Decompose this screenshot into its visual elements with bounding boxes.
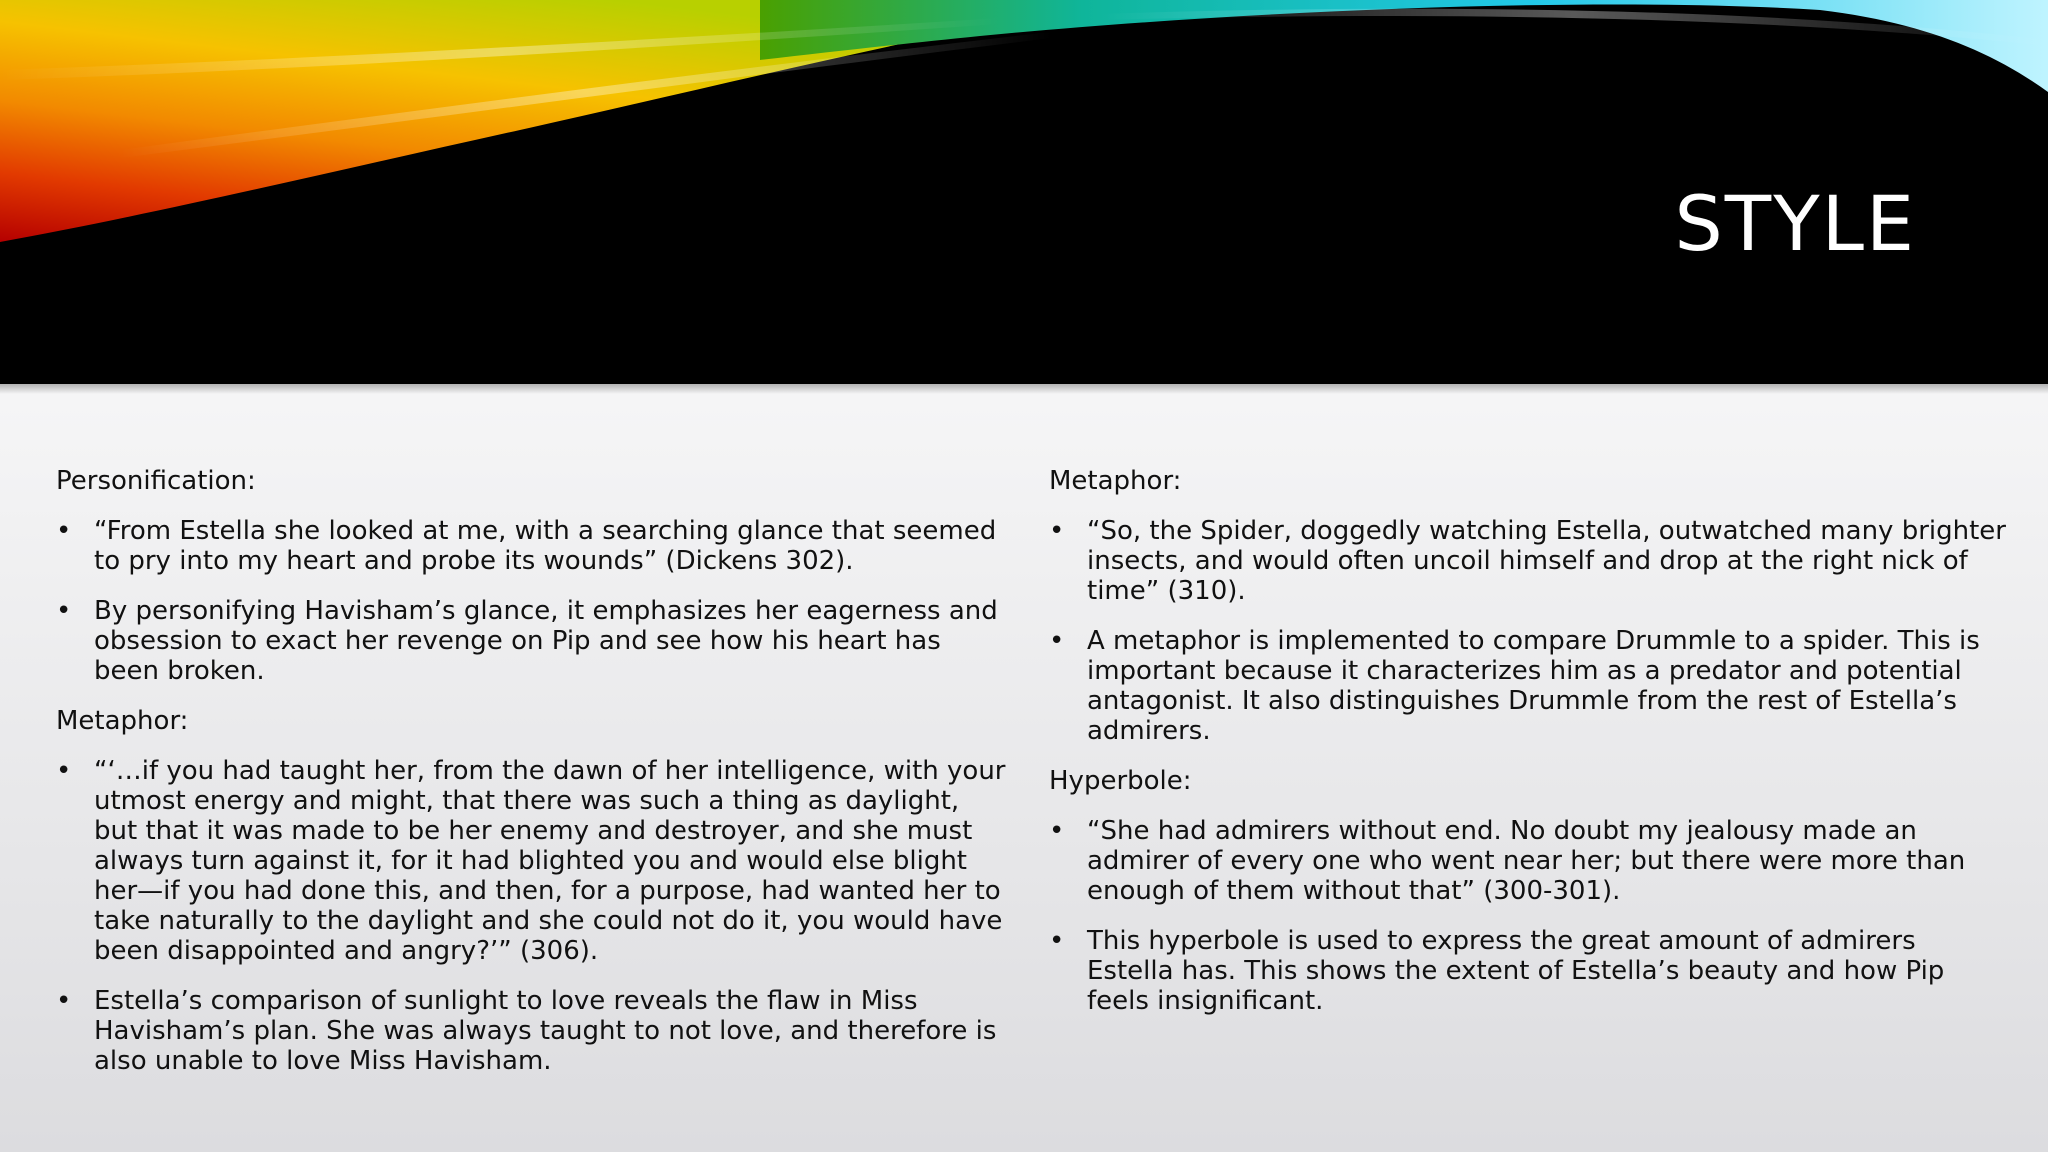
bullet-marker: • — [56, 986, 72, 1016]
bullet-marker: • — [1049, 926, 1065, 956]
bullet-text: “‘…if you had taught her, from the dawn of her intelligence, with your utmost energy and might, that there was such a thing as daylight, but that it was made to be her enemy and destroyer, and she must always turn against it, for it had blighted you and would else blight her—if you had done this, and then, for a purpose, had wanted her to take naturally to the daylight and she could not do it, you would have been disappointed and angry?’” (306). — [94, 756, 1006, 966]
bullet-marker: • — [1049, 816, 1065, 846]
bullet-marker: • — [1049, 516, 1065, 546]
list-item — [56, 516, 1006, 576]
banner-shadow — [0, 384, 2048, 394]
bullet-marker: • — [1049, 626, 1065, 656]
section-heading: Metaphor: — [56, 706, 189, 736]
list-item — [56, 596, 1006, 686]
list-item — [1049, 516, 2009, 606]
list-item — [56, 986, 1006, 1076]
list-item — [1049, 816, 2009, 906]
section-heading: Metaphor: — [1049, 466, 1182, 496]
right-column — [1049, 466, 2009, 1036]
bullet-marker: • — [56, 756, 72, 786]
bullet-text: “She had admirers without end. No doubt my jealousy made an admirer of every one who went near her; but there were more than enough of them without that” (300-301). — [1087, 816, 1966, 906]
section-heading: Personification: — [56, 466, 256, 496]
bullet-marker: • — [56, 596, 72, 626]
bullet-list — [56, 516, 1006, 686]
list-item — [1049, 626, 2009, 746]
bullet-marker: • — [56, 516, 72, 546]
list-item — [56, 756, 1006, 966]
slide-title: STYLE — [1674, 179, 1916, 268]
bullet-text: “From Estella she looked at me, with a searching glance that seemed to pry into my heart and probe its wounds” (Dickens 302). — [94, 516, 997, 576]
bullet-text: This hyperbole is used to express the great amount of admirers Estella has. This shows the extent of Estella’s beauty and how Pip feels insignificant. — [1087, 926, 1945, 1016]
bullet-list — [56, 756, 1006, 1076]
bullet-list — [1049, 516, 2009, 746]
bullet-text: A metaphor is implemented to compare Drummle to a spider. This is important because it characterizes him as a predator and potential antagonist. It also distinguishes Drummle from the rest of Estella’s admirers. — [1087, 626, 1980, 746]
bullet-text: By personifying Havisham’s glance, it emphasizes her eagerness and obsession to exact her revenge on Pip and see how his heart has been broken. — [94, 596, 998, 686]
section-heading: Hyperbole: — [1049, 766, 1192, 796]
bullet-list — [1049, 816, 2009, 1016]
bullet-text: Estella’s comparison of sunlight to love reveals the flaw in Miss Havisham’s plan. She was always taught to not love, and therefore is also unable to love Miss Havisham. — [94, 986, 997, 1076]
bullet-text: “So, the Spider, doggedly watching Estella, outwatched many brighter insects, and would often uncoil himself and drop at the right nick of time” (310). — [1087, 516, 2006, 606]
list-item — [1049, 926, 2009, 1016]
left-column — [56, 466, 1006, 1096]
